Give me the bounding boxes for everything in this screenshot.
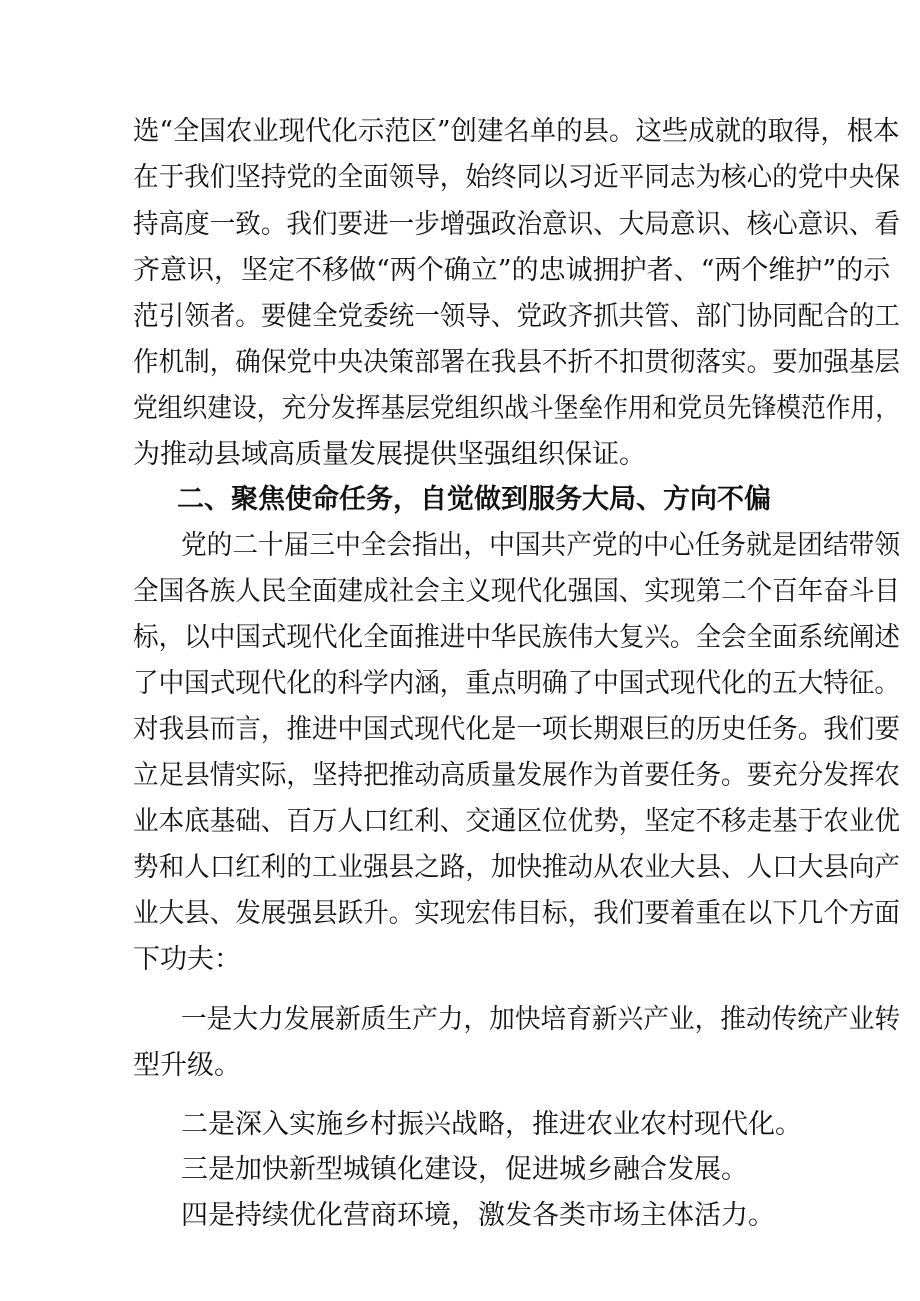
text-line [0, 158, 920, 198]
line-text: 型升级。 [133, 1050, 241, 1081]
text-line [0, 112, 920, 152]
point-four [0, 1196, 920, 1236]
line-text: 对我县而言，推进中国式现代化是一项长期艰巨的历史任务。我们要 [133, 714, 900, 745]
line-text: 选“全国农业现代化示范区”创建名单的县。这些成就的取得，根本 [133, 116, 900, 147]
text-line [0, 435, 920, 475]
text-line [0, 802, 920, 842]
text-line [0, 297, 920, 337]
text-line [0, 848, 920, 888]
line-text: 齐意识，坚定不移做“两个确立”的忠诚拥护者、“两个维护”的示 [133, 255, 891, 286]
text-line [0, 940, 920, 980]
line-text: 了中国式现代化的科学内涵，重点明确了中国式现代化的五大特征。 [133, 668, 900, 699]
text-line [0, 526, 920, 566]
point-two [0, 1105, 920, 1145]
text-line [0, 1046, 920, 1086]
heading-text: 二、聚焦使命任务，自觉做到服务大局、方向不偏 [177, 484, 771, 515]
text-line [0, 205, 920, 245]
text-line [0, 710, 920, 750]
point-three [0, 1150, 920, 1190]
line-text: 在于我们坚持党的全面领导，始终同以习近平同志为核心的党中央保 [133, 162, 900, 193]
text-line [0, 1000, 920, 1040]
text-line [0, 894, 920, 934]
line-text: 立足县情实际，坚持把推动高质量发展作为首要任务。要充分发挥农 [133, 760, 900, 791]
text-line [0, 251, 920, 291]
text-line [0, 343, 920, 383]
line-text: 业大县、发展强县跃升。实现宏伟目标，我们要着重在以下几个方面 [133, 898, 900, 929]
line-text: 为推动县域高质量发展提供坚强组织保证。 [133, 439, 646, 470]
line-text: 下功夫： [133, 944, 241, 975]
line-text: 全国各族人民全面建成社会主义现代化强国、实现第二个百年奋斗目 [133, 576, 900, 607]
line-text: 党组织建设，充分发挥基层党组织战斗堡垒作用和党员先锋模范作用， [133, 393, 901, 424]
line-text: 四是持续优化营商环境，激发各类市场主体活力。 [181, 1200, 775, 1231]
line-text: 作机制，确保党中央决策部署在我县不折不扣贯彻落实。要加强基层 [133, 347, 900, 378]
text-line [0, 389, 920, 429]
line-text: 二是深入实施乡村振兴战略，推进农业农村现代化。 [181, 1109, 802, 1140]
text-line [0, 756, 920, 796]
text-line [0, 618, 920, 658]
line-text: 势和人口红利的工业强县之路，加快推动从农业大县、人口大县向产 [133, 852, 900, 883]
line-text: 持高度一致。我们要进一步增强政治意识、大局意识、核心意识、看 [133, 209, 900, 240]
text-line [0, 664, 920, 704]
text-line [0, 572, 920, 612]
line-text: 三是加快新型城镇化建设，促进城乡融合发展。 [181, 1154, 748, 1185]
line-text: 范引领者。要健全党委统一领导、党政齐抓共管、部门协同配合的工 [133, 301, 900, 332]
section-heading [0, 480, 920, 520]
line-text: 业本底基础、百万人口红利、交通区位优势，坚定不移走基于农业优 [133, 806, 900, 837]
line-text: 党的二十届三中全会指出，中国共产党的中心任务就是团结带领 [181, 530, 901, 561]
line-text: 标，以中国式现代化全面推进中华民族伟大复兴。全会全面系统阐述 [133, 622, 900, 653]
line-text: 一是大力发展新质生产力，加快培育新兴产业，推动传统产业转 [181, 1004, 901, 1035]
